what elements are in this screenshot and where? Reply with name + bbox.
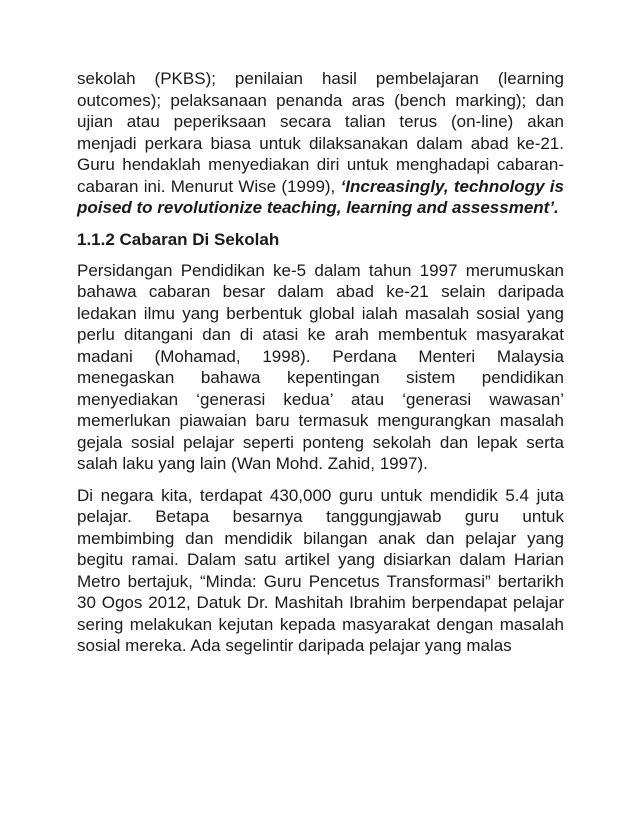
paragraph-teachers: Di negara kita, terdapat 430,000 guru untuk mendidik 5.4 juta pelajar. Betapa besarnya tanggungjawab guru untuk membimbing dan mendidik bilangan anak dan pelajar yang begitu ramai. Dalam satu artikel yang disiarkan dalam Harian Metro bertajuk, “Minda: Guru Pencetus Transformasi” bertarikh 30 Ogos 2012, Datuk Dr. Mashitah Ibrahim berpendapat pelajar sering melakukan kejutan kepada masyarakat dengan masalah sosial mereka. Ada segelintir daripada pelajar yang malas — [77, 485, 564, 655]
section-heading: 1.1.2 Cabaran Di Sekolah — [77, 229, 280, 249]
paragraph-intro — [77, 68, 564, 219]
paragraph-challenges: Persidangan Pendidikan ke-5 dalam tahun 1997 merumuskan bahawa cabaran besar dalam abad ke-21 selain daripada ledakan ilmu yang berbentuk global ialah masalah sosial yang perlu ditangani dan di atasi ke arah membentuk masyarakat madani (Mohamad, 1998). Perdana Menteri Malaysia menegaskan bahawa kepentingan sistem pendidikan menyediakan ‘generasi kedua’ atau ‘generasi wawasan’ memerlukan piawaian baru termasuk mengurangkan masalah gejala sosial pelajar seperti ponteng sekolah dan lepak serta salah laku yang lain (Wan Mohd. Zahid, 1997). — [77, 260, 564, 473]
document-page — [77, 68, 564, 657]
wise-quote: ‘Increasingly, technology is poised to revolutionize teaching, learning and assessment’. — [77, 176, 564, 217]
paragraph-intro-text: sekolah (PKBS); penilaian hasil pembelajaran (learning outcomes); pelaksanaan penanda aras (bench marking); dan ujian atau peperiksaan secara talian terus (on-line) akan menjadi perkara biasa untuk dilaksanakan dalam abad ke-21. Guru hendaklah menyediakan diri untuk menghadapi cabaran-cabaran ini. Menurut Wise (1999), — [77, 69, 564, 196]
